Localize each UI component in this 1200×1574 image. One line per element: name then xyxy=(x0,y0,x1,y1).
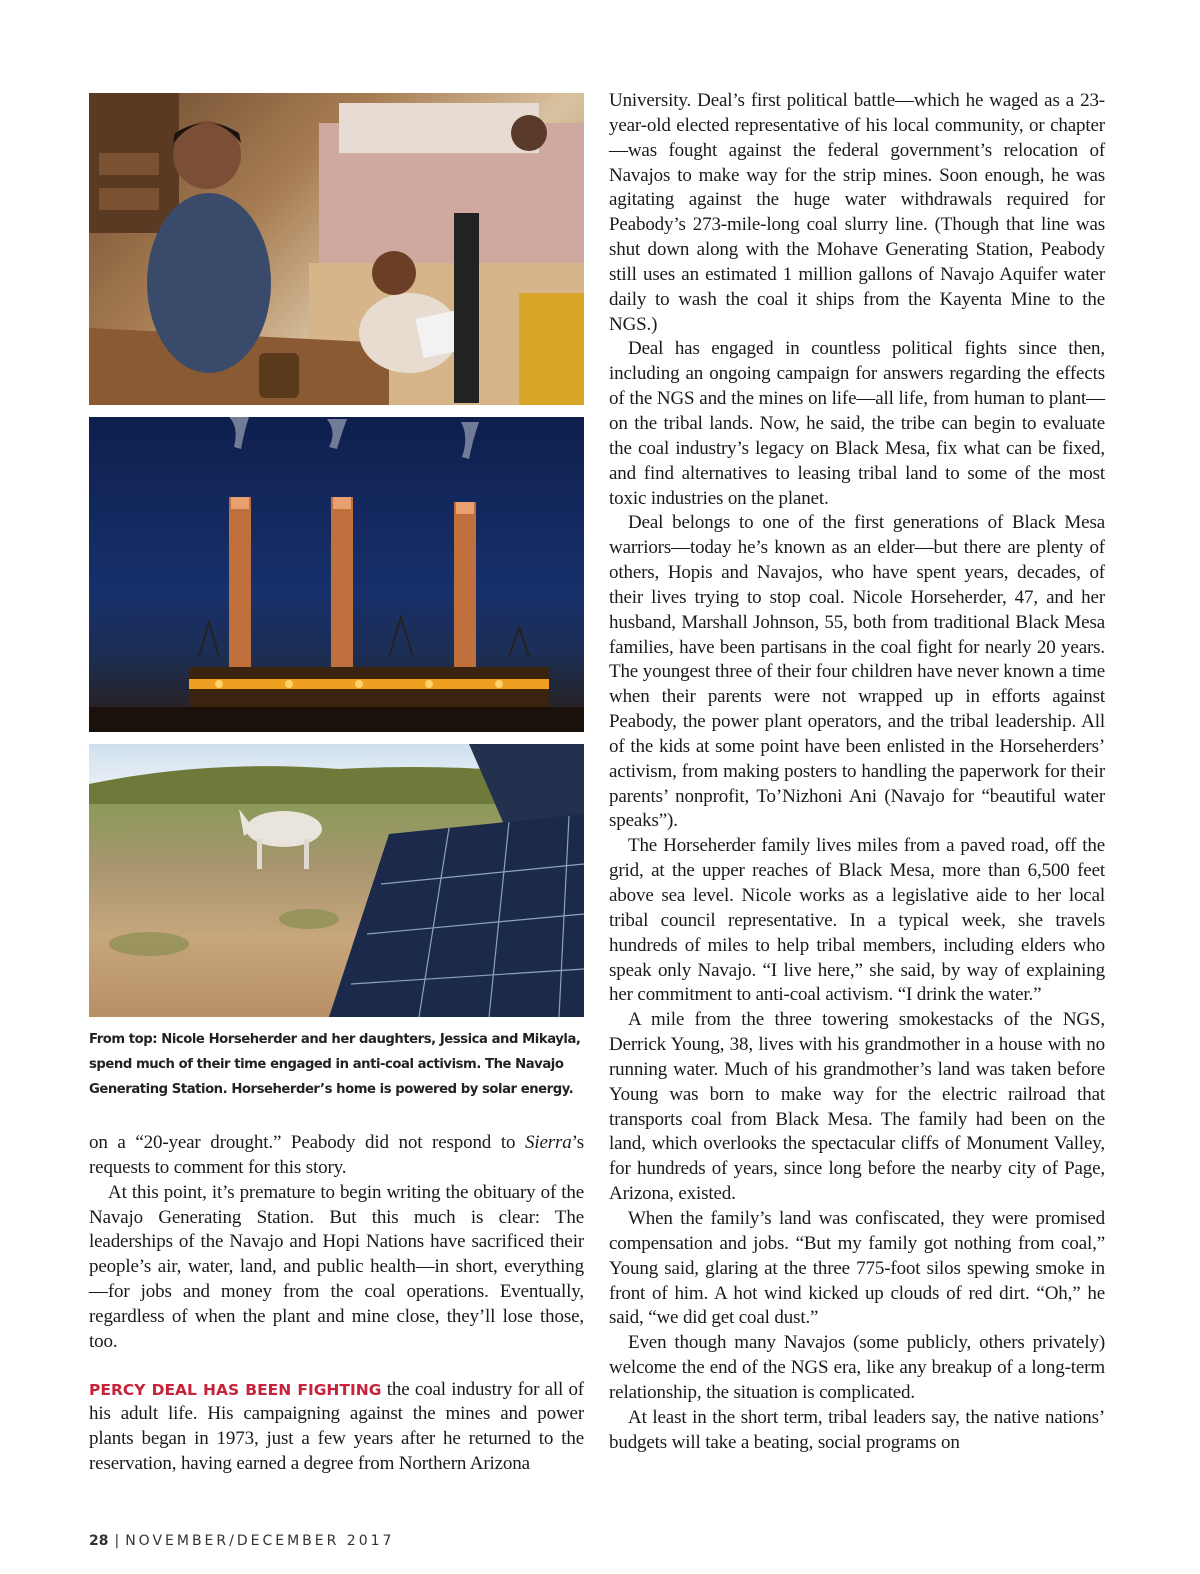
paragraph: Even though many Navajos (some publicly, others privately) welcome the end of the NGS era, like any breakup of a long-term relationship, the situation is complicated. xyxy=(609,1332,1105,1403)
paragraph: At least in the short term, tribal leaders say, the native nations’ budgets will take a beating, social programs on xyxy=(609,1406,1105,1453)
paragraph: University. Deal’s first political battle—which he waged as a 23-year-old elected representative of his local community, or chapter—was fought against the federal government’s relocation of Navajos to make way for the strip mines. Soon enough, he was agitating against the huge water withdrawals required for Peabody’s 273-mile-long coal slurry line. (Though that line was shut down along with the Mohave Generating Station, Peabody still uses an estimated 1 million gallons of Navajo Aquifer water daily to wash the coal it ships from the Kayenta Mine to the NGS.) xyxy=(609,90,1105,335)
paragraph: At this point, it’s premature to begin writing the obituary of the Navajo Generating Station. But this much is clear: The leaderships of the Navajo and Hopi Nations have sacrificed their people’s air, water, land, and public health—in short, everything—for jobs and money from the coal operations. Eventually, regardless of when the plant and mine close, they’ll lose those, too. xyxy=(89,1181,584,1352)
page-footer xyxy=(89,1533,394,1549)
paragraph: The Horseherder family lives miles from a paved road, off the grid, at the upper reaches of Black Mesa, more than 6,500 feet above sea level. Nicole works as a legislative aide to her local tribal council representative. In a typical week, she travels hundreds of miles to help tribal members, including elders who speak only Navajo. “I live here,” she said, by way of explaining her commitment to anti-coal activism. “I drink the water.” xyxy=(609,835,1105,1006)
lead-in-text: PERCY DEAL HAS BEEN FIGHTING xyxy=(89,1380,382,1399)
paragraph: A mile from the three towering smokestacks of the NGS, Derrick Young, 38, lives with his grandmother in a house with no running water. Much of his grandmother’s land was taken before Young was born to make way for the electric railroad that transports coal from Black Mesa. The family had been on the land, which overlooks the spectacular cliffs of Monument Valley, for hundreds of years, since long before the nearby city of Page, Arizona, existed. xyxy=(609,1009,1105,1205)
paragraph-text: the coal industry for all of his adult life. His campaigning against the mines and power plants began in 1973, just a few years after he returned to the reservation, having earned a degree from Northern Arizona xyxy=(89,1378,584,1475)
issue-date: NOVEMBER/DECEMBER 2017 xyxy=(125,1533,395,1549)
paragraph: Deal has engaged in countless political fights since then, including an ongoing campaign for answers regarding the effects of the NGS and the mines on life—all life, from human to plant—on the tribal lands. Now, he said, the tribe can begin to evaluate the coal industry’s legacy on Black Mesa, fix what can be fixed, and find alternatives to leasing tribal land to some of the most toxic industries on the planet. xyxy=(609,338,1105,509)
magazine-name: Sierra xyxy=(525,1132,572,1153)
photo-navajo-generating-station xyxy=(89,417,584,732)
article-column-left xyxy=(89,1131,584,1477)
paragraph: When the family’s land was confiscated, they were promised compensation and jobs. “But my family got nothing from coal,” Young said, glaring at the three 775-foot silos spewing smoke in front of him. A hot wind kicked up clouds of red dirt. “Oh,” he said, “we did get coal dust.” xyxy=(609,1207,1105,1329)
section-start-paragraph xyxy=(89,1378,584,1477)
paragraph xyxy=(89,1131,584,1181)
paragraph-text: ’s requests to comment for this story. xyxy=(89,1132,584,1178)
page-number: 28 xyxy=(89,1533,109,1549)
paragraph: Deal belongs to one of the first generations of Black Mesa warriors—today he’s known as an elder—but there are plenty of others, Hopis and Navajos, who have spent years, decades, of their lives trying to stop coal. Nicole Horseherder, 47, and her husband, Marshall Johnson, 55, both from traditional Black Mesa families, have been partisans in the coal fight for nearly 20 years. The youngest three of their four children have never known a time when their parents were not wrapped up in efforts against Peabody, the power plant operators, and the tribal leadership. All of the kids at some point have been enlisted in the Horseherders’ activism, from making posters to handling the paperwork for their parents’ nonprofit, To’Nizhoni Ani (Navajo for “beautiful water speaks”). xyxy=(609,512,1105,832)
article-column-right xyxy=(609,89,1105,1455)
paragraph-text: on a “20-year drought.” Peabody did not respond to xyxy=(89,1132,516,1153)
photo-horseherder-family xyxy=(89,93,584,405)
footer-separator: | xyxy=(114,1533,120,1549)
photo-solar-panels-horse xyxy=(89,744,584,1017)
photo-caption: From top: Nicole Horseherder and her daughters, Jessica and Mikayla, spend much of their time engaged in anti-coal activism. The Navajo Generating Station. Horseherder’s home is powered by solar energy. xyxy=(89,1032,581,1097)
